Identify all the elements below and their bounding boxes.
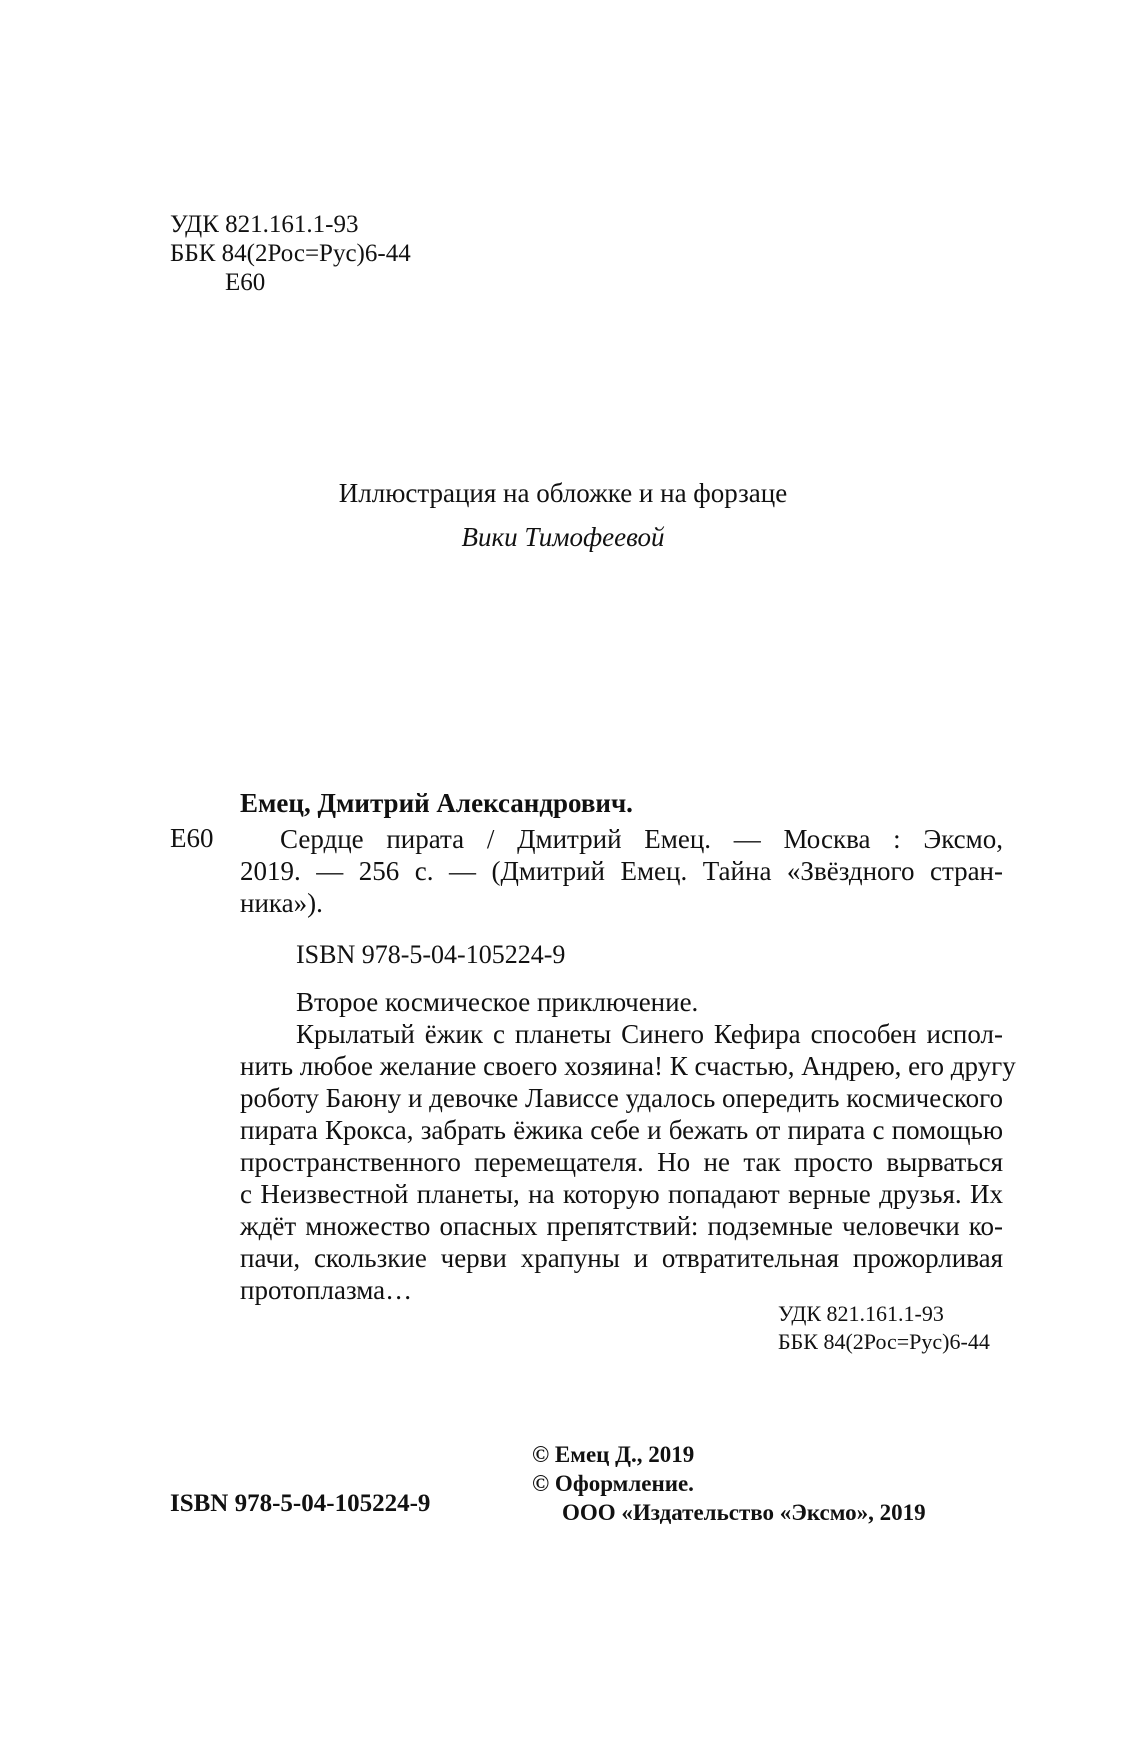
copyright-design: © Оформление.: [532, 1471, 694, 1496]
annotation: [240, 986, 1016, 1306]
annotation-line: нить любое желание своего хозяина! К счастью, Андрею, его другу: [240, 1051, 1016, 1081]
description-line: 2019. — 256 с. — (Дмитрий Емец. Тайна «Звёздного стран-: [240, 856, 1003, 886]
copyright-author: © Емец Д., 2019: [532, 1442, 695, 1467]
annotation-line: Второе космическое приключение.: [296, 987, 699, 1017]
annotation-line: пачи, скользкие черви храпуны и отвратительная прожорливая: [240, 1243, 1003, 1273]
bbk-code: ББК 84(2Рос=Рус)6-44: [170, 240, 411, 267]
annotation-line: пирата Крокса, забрать ёжика себе и бежать от пирата с помощью: [240, 1115, 1003, 1145]
annotation-line: Крылатый ёжик с планеты Синего Кефира способен испол-: [296, 1019, 1003, 1049]
author-heading: Емец, Дмитрий Александрович.: [240, 788, 633, 818]
annotation-line: с Неизвестной планеты, на которую попадают верные друзья. Их: [240, 1179, 1003, 1209]
author-mark: Е60: [225, 269, 266, 296]
udk-code: УДК 821.161.1-93: [778, 1301, 944, 1326]
bibliographic-description: [240, 823, 1003, 919]
illustration-credit: Иллюстрация на обложке и на форзаце: [338, 478, 788, 508]
description-line: Сердце пирата / Дмитрий Емец. — Москва : Эксмо,: [280, 824, 1003, 854]
classification-codes-top: [170, 210, 411, 297]
copyright-block: [532, 1440, 926, 1527]
annotation-line: протоплазма…: [240, 1275, 413, 1305]
illustrator-name: Вики Тимофеевой: [461, 522, 665, 552]
udk-code: УДК 821.161.1-93: [170, 211, 359, 238]
annotation-line: ждёт множество опасных препятствий: подземные человечки ко-: [240, 1211, 1003, 1241]
classification-codes-bottom: [778, 1300, 990, 1356]
copyright-publisher: ООО «Издательство «Эксмо», 2019: [562, 1500, 926, 1525]
bbk-code: ББК 84(2Рос=Рус)6-44: [778, 1329, 990, 1354]
isbn-inline: ISBN 978-5-04-105224-9: [296, 940, 566, 969]
annotation-line: роботу Баюну и девочке Лависсе удалось опередить космического: [240, 1083, 1003, 1113]
annotation-line: пространственного перемещателя. Но не так просто вырваться: [240, 1147, 1003, 1177]
author-mark-left: Е60: [170, 823, 214, 853]
description-line: ника»).: [240, 888, 323, 918]
isbn-footer: ISBN 978-5-04-105224-9: [170, 1490, 431, 1517]
